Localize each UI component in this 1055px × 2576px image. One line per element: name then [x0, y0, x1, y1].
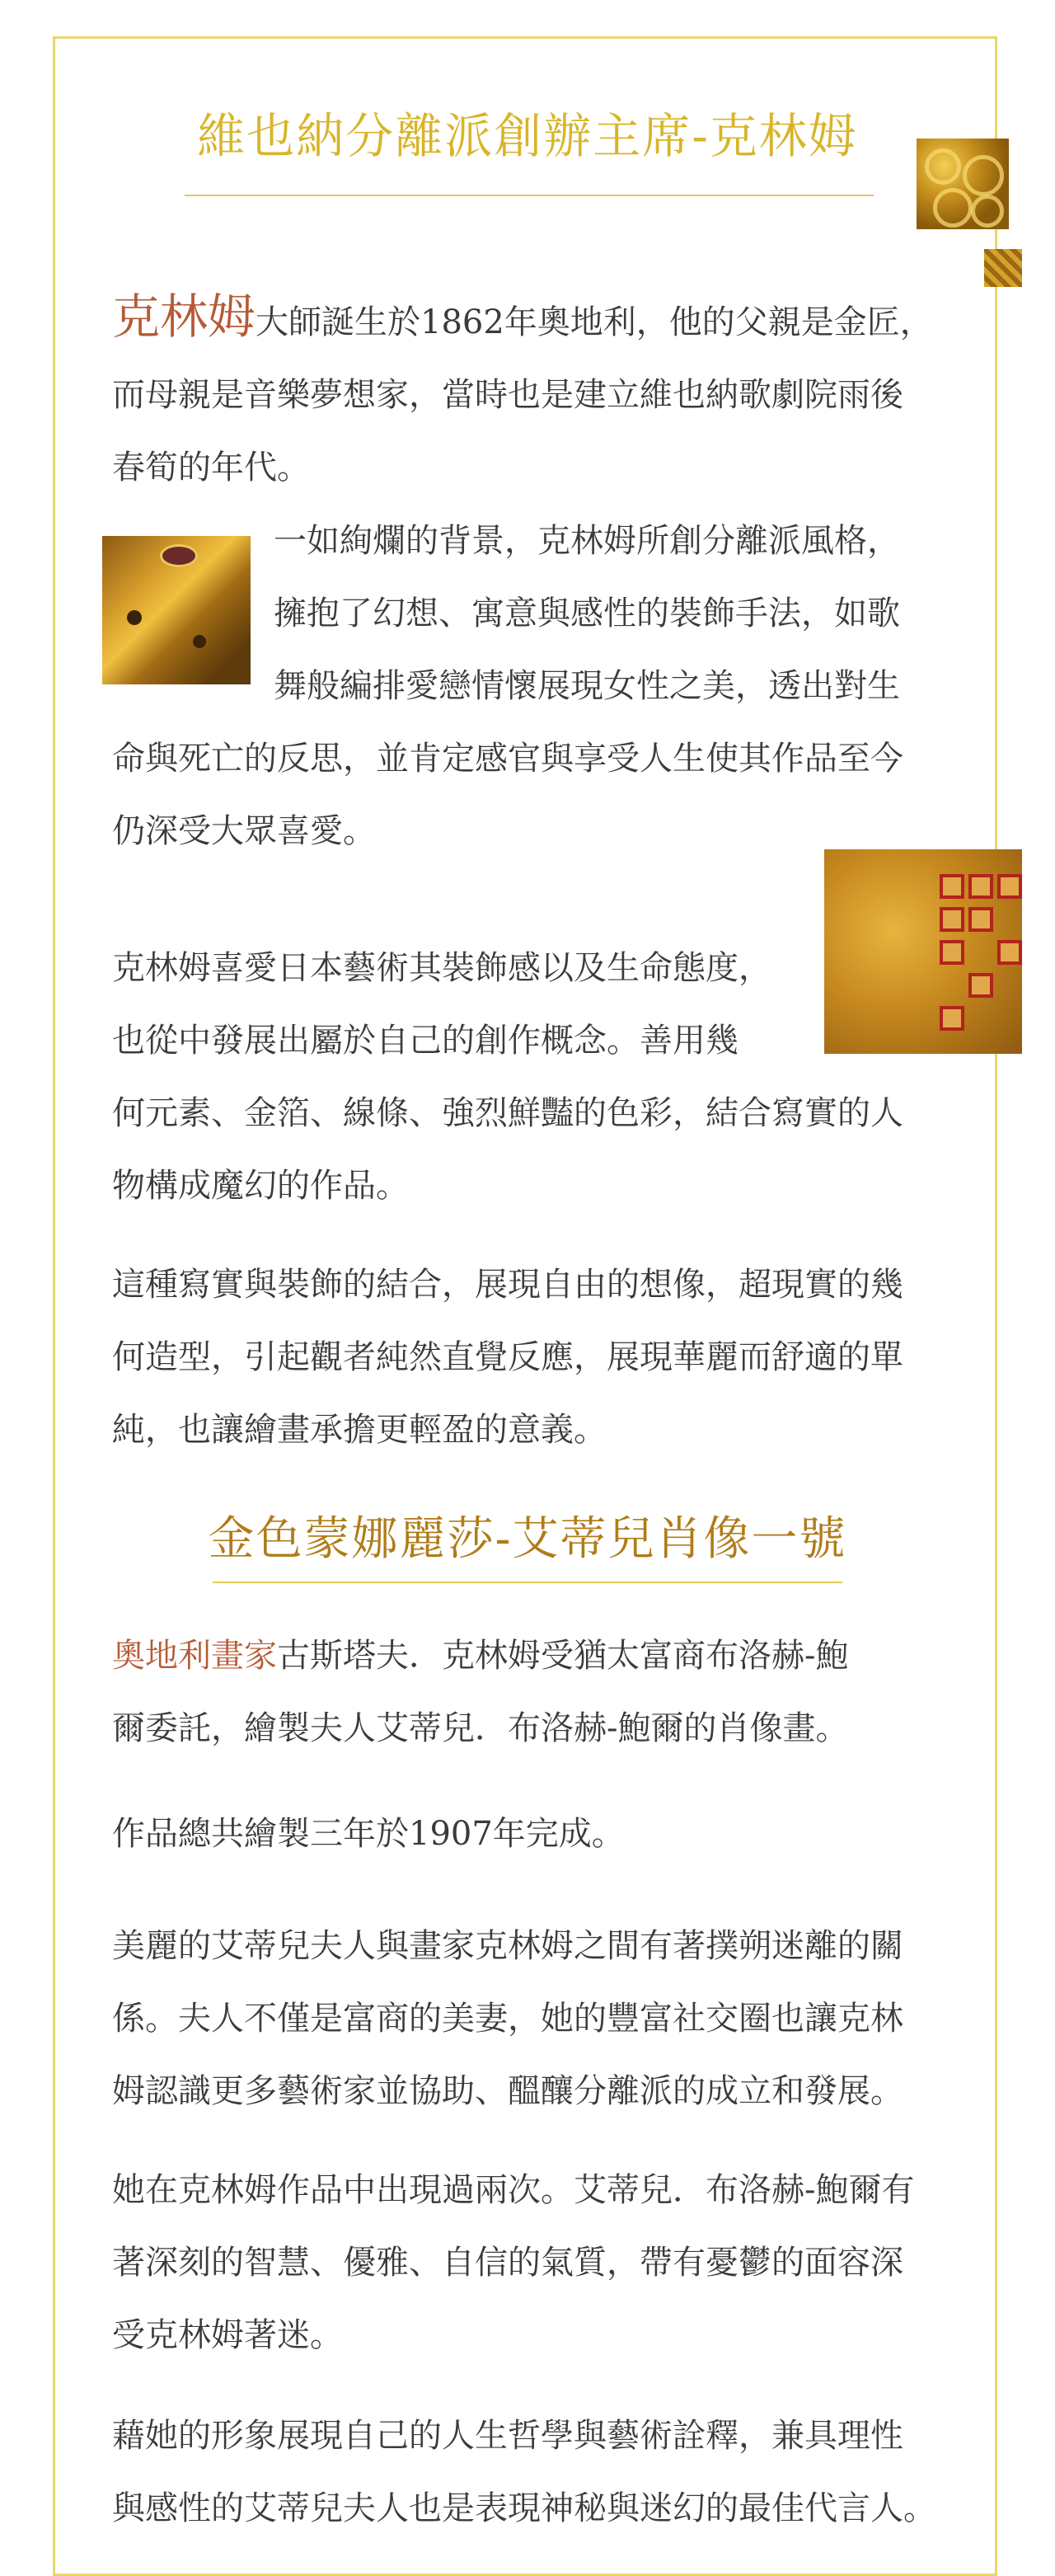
lead-austrian-painter: 奧地利畫家: [112, 1637, 277, 1675]
p2-line5: 仍深受大眾喜愛。: [112, 812, 376, 850]
lead-name-klimt: 克林姆: [112, 289, 256, 345]
small-gold-tile-image: [984, 249, 1022, 287]
s2p3-line1: 美麗的艾蒂兒夫人與畫家克林姆之間有著撲朔迷離的關: [112, 1927, 903, 1965]
p1-line1: 大師誕生於1862年奧地利，他的父親是金匠，: [256, 303, 933, 341]
p1-line2: 而母親是音樂夢想家，當時也是建立維也納歌劇院雨後: [112, 376, 903, 414]
p2-line4: 命與死亡的反思，並肯定感官與享受人生使其作品至今: [112, 740, 903, 778]
section1-title-underline: [185, 195, 874, 196]
s2p3-line3: 姆認識更多藝術家並協助、醞釀分離派的成立和發展。: [112, 2072, 903, 2110]
klimt-detail-image-1: [102, 536, 251, 684]
section1-paragraph-4: [112, 1248, 903, 1466]
section1-paragraph-1: [112, 280, 933, 504]
s2p5-line1: 藉她的形象展現自己的人生哲學與藝術詮釋，兼具理性: [112, 2417, 903, 2455]
s2p4-line3: 受克林姆著迷。: [112, 2316, 343, 2354]
section2-paragraph-3: [112, 1910, 903, 2127]
section1-paragraph-2-indented: [274, 505, 900, 722]
p3-line1: 克林姆喜愛日本藝術其裝飾感以及生命態度，: [112, 949, 771, 987]
section2-paragraph-4: [112, 2154, 915, 2372]
section2-title-underline: [213, 1582, 842, 1583]
section2-paragraph-1: [112, 1619, 849, 1765]
section1-title: 維也納分離派創辦主席-克林姆: [197, 108, 858, 164]
p2-line3: 舞般編排愛戀情懷展現女性之美，透出對生: [274, 667, 900, 705]
section2-paragraph-2: [112, 1798, 625, 1870]
s2p3-line2: 係。夫人不僅是富商的美妻，她的豐富社交圈也讓克林: [112, 2000, 903, 2038]
p3-line3: 何元素、金箔、線條、強烈鮮豔的色彩，結合寫實的人: [112, 1094, 903, 1132]
s2p4-line1: 她在克林姆作品中出現過兩次。艾蒂兒．布洛赫-鮑爾有: [112, 2171, 915, 2209]
p4-line2: 何造型，引起觀者純然直覺反應，展現華麗而舒適的單: [112, 1338, 903, 1376]
section1-paragraph-3: [112, 932, 903, 1222]
p2-line1: 一如絢爛的背景，克林姆所創分離派風格，: [274, 522, 900, 560]
s2p1-line1: 古斯塔夫．克林姆受猶太富商布洛赫-鮑: [277, 1637, 849, 1675]
s2p1-line2: 爾委託，繪製夫人艾蒂兒．布洛赫-鮑爾的肖像畫。: [112, 1709, 849, 1747]
p1-line3: 春筍的年代。: [112, 449, 310, 487]
section2-paragraph-5: [112, 2400, 936, 2545]
p3-line4: 物構成魔幻的作品。: [112, 1167, 409, 1205]
section1-paragraph-2-full: [112, 722, 903, 867]
p2-line2: 擁抱了幻想、寓意與感性的裝飾手法，如歌: [274, 595, 900, 632]
p3-line2: 也從中發展出屬於自己的創作概念。善用幾: [112, 1022, 738, 1060]
p4-line1: 這種寫實與裝飾的結合，展現自由的想像，超現實的幾: [112, 1266, 903, 1304]
s2p4-line2: 著深刻的智慧、優雅、自信的氣質，帶有憂鬱的面容深: [112, 2244, 903, 2282]
s2p2-line1: 作品總共繪製三年於1907年完成。: [112, 1815, 625, 1853]
p4-line3: 純，也讓繪畫承擔更輕盈的意義。: [112, 1411, 607, 1449]
section2-title: 金色蒙娜麗莎-艾蒂兒肖像一號: [208, 1512, 847, 1566]
s2p5-line2: 與感性的艾蒂兒夫人也是表現神秘與迷幻的最佳代言人。: [112, 2489, 936, 2527]
